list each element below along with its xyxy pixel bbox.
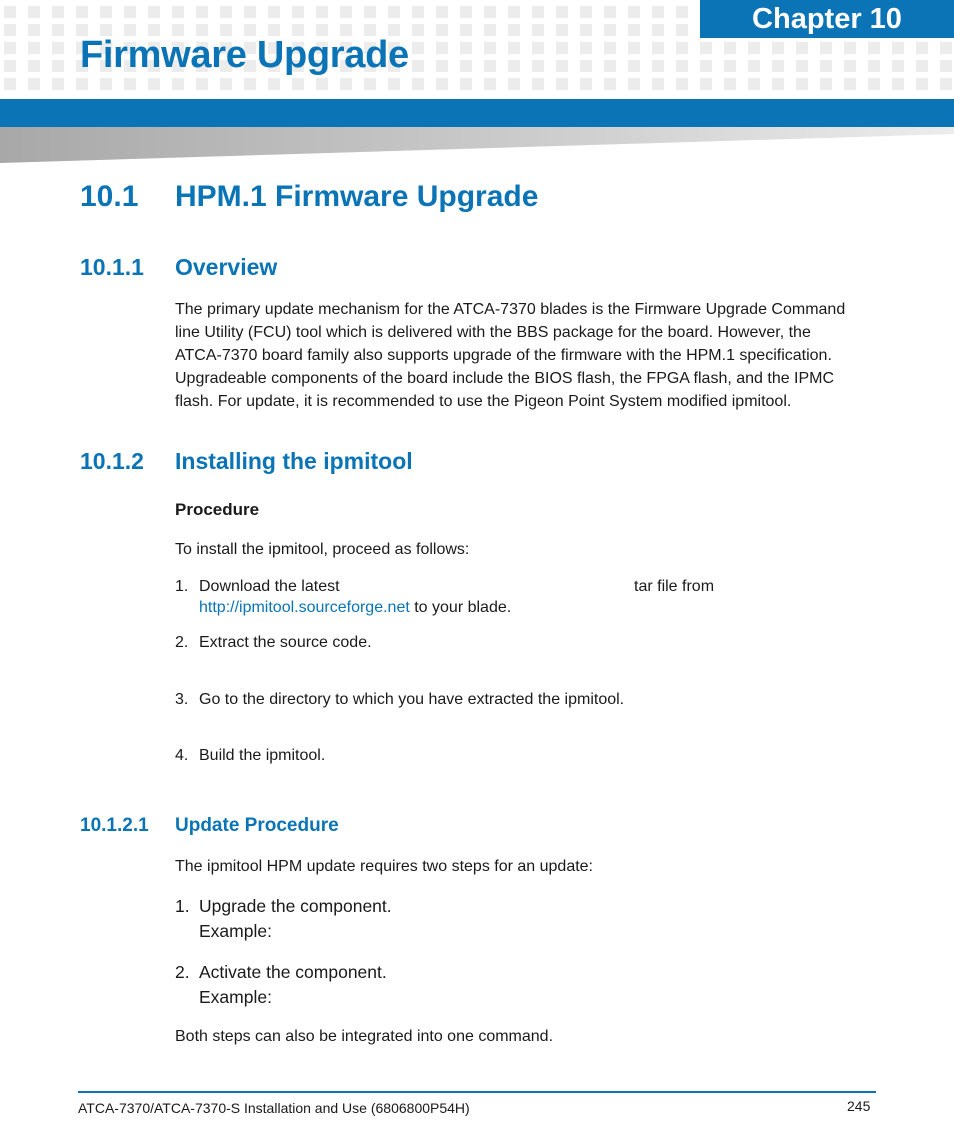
header-dot — [508, 78, 520, 90]
header-dot — [820, 60, 832, 72]
header-dot — [724, 42, 736, 54]
header-dot — [844, 78, 856, 90]
header-dot — [580, 78, 592, 90]
header-dot — [748, 42, 760, 54]
header-dot — [652, 6, 664, 18]
header-dot — [916, 42, 928, 54]
install-step-1 — [175, 576, 875, 620]
header-dot — [604, 24, 616, 36]
header-dot — [508, 24, 520, 36]
step-text-part: to your blade. — [409, 599, 512, 616]
header-dot — [148, 78, 160, 90]
header-dot — [532, 60, 544, 72]
header-dot — [28, 42, 40, 54]
header-dot — [604, 42, 616, 54]
header-dot — [796, 42, 808, 54]
header-dot — [580, 24, 592, 36]
header-dot — [52, 42, 64, 54]
footer-doc-title: ATCA-7370/ATCA-7370-S Installation and Use (6806800P54H) — [78, 1100, 470, 1116]
overview-line: Upgradeable components of the board include the BIOS flash, the FPGA flash, and the IPMC — [175, 370, 835, 387]
header-dot — [172, 6, 184, 18]
header-dot — [316, 6, 328, 18]
header-dot — [724, 78, 736, 90]
header-dot — [52, 60, 64, 72]
header-dot — [556, 24, 568, 36]
header-dot — [4, 42, 16, 54]
header-dot — [436, 42, 448, 54]
header-dot — [412, 42, 424, 54]
overview-title: Overview — [175, 254, 278, 280]
header-dot — [748, 60, 760, 72]
header-dot — [772, 42, 784, 54]
ipmitool-link[interactable]: http://ipmitool.sourceforge.net — [199, 599, 410, 616]
header-dot — [244, 78, 256, 90]
update-closing: Both steps can also be integrated into one command. — [175, 1028, 554, 1045]
header-dot — [100, 6, 112, 18]
step-text — [199, 576, 879, 618]
header-dot — [4, 78, 16, 90]
page-number: 245 — [847, 1098, 871, 1114]
header-dot — [748, 78, 760, 90]
header-dot — [892, 42, 904, 54]
header-dot — [820, 42, 832, 54]
header-dot — [460, 24, 472, 36]
header-dot — [628, 42, 640, 54]
header-dot — [652, 78, 664, 90]
header-dot — [340, 78, 352, 90]
header-dot — [484, 42, 496, 54]
header-dot — [100, 78, 112, 90]
step-text: Build the ipmitool. — [199, 747, 326, 764]
header-dot — [916, 78, 928, 90]
header-dot — [484, 6, 496, 18]
overview-line: line Utility (FCU) tool which is delivered with the BBS package for the board. However, the — [175, 324, 811, 341]
header-dot — [556, 60, 568, 72]
step-example-label: Example: — [199, 987, 272, 1007]
header-dot — [484, 78, 496, 90]
step-number: 1. — [175, 578, 189, 595]
header-dot — [772, 60, 784, 72]
header-dot — [604, 78, 616, 90]
header-dot — [772, 78, 784, 90]
header-dot — [868, 42, 880, 54]
overview-heading — [80, 254, 277, 281]
header-dot — [76, 6, 88, 18]
header-dot — [676, 78, 688, 90]
header-dot — [148, 6, 160, 18]
header-dot — [436, 78, 448, 90]
update-number: 10.1.2.1 — [80, 815, 149, 836]
header-dot — [868, 60, 880, 72]
overview-line: ATCA-7370 board family also supports upgrade of the firmware with the HPM.1 specification. — [175, 347, 832, 364]
header-dot — [340, 6, 352, 18]
header-dot — [700, 60, 712, 72]
header-dot — [484, 60, 496, 72]
header-dot — [796, 78, 808, 90]
step-main-text: Activate the component. — [199, 962, 387, 982]
header-dot — [172, 78, 184, 90]
header-dot — [484, 24, 496, 36]
header-dot — [508, 60, 520, 72]
overview-line: flash. For update, it is recommended to use the Pigeon Point System modified ipmitool. — [175, 393, 792, 410]
header-dot — [412, 24, 424, 36]
step-number: 1. — [175, 896, 190, 916]
header-dot — [124, 78, 136, 90]
procedure-label: Procedure — [175, 500, 260, 519]
header-dot — [652, 42, 664, 54]
step-text: Extract the source code. — [199, 634, 372, 651]
header-dot — [4, 60, 16, 72]
header-dot — [628, 6, 640, 18]
header-dot — [460, 60, 472, 72]
header-dot — [28, 60, 40, 72]
step-text — [199, 894, 879, 944]
step-number: 2. — [175, 962, 190, 982]
header-dot — [556, 42, 568, 54]
step-text-part: tar file from — [634, 578, 715, 595]
header-dot — [124, 6, 136, 18]
header-dot — [724, 60, 736, 72]
header-dot — [412, 60, 424, 72]
header-blue-band — [0, 99, 954, 127]
header-dot — [676, 24, 688, 36]
page-title: Firmware Upgrade — [80, 34, 409, 76]
header-dot — [652, 60, 664, 72]
header-dot — [916, 60, 928, 72]
header-dot — [220, 78, 232, 90]
header-dot — [940, 42, 952, 54]
header-gray-wedge — [0, 127, 954, 163]
header-dot — [460, 78, 472, 90]
header-dot — [412, 6, 424, 18]
header-dot — [844, 60, 856, 72]
installing-number: 10.1.2 — [80, 448, 144, 474]
overview-paragraph — [175, 298, 875, 413]
overview-line: The primary update mechanism for the ATCA-7370 blades is the Firmware Upgrade Command — [175, 301, 846, 318]
header-dot — [388, 6, 400, 18]
header-dot — [532, 78, 544, 90]
header-dot — [556, 6, 568, 18]
header-dot — [676, 42, 688, 54]
section-title: HPM.1 Firmware Upgrade — [175, 180, 539, 213]
header-dot — [820, 78, 832, 90]
step-number: 2. — [175, 634, 189, 651]
header-dot — [436, 60, 448, 72]
header-dot — [4, 24, 16, 36]
header-dot — [460, 6, 472, 18]
step-number: 4. — [175, 747, 189, 764]
header-dot — [628, 78, 640, 90]
step-text-part: Download the latest — [199, 578, 340, 595]
header-dot — [892, 78, 904, 90]
header-dot — [628, 60, 640, 72]
header-dot — [196, 78, 208, 90]
header-dot — [4, 6, 16, 18]
header-dot — [628, 24, 640, 36]
header-dot — [292, 78, 304, 90]
step-text — [199, 960, 879, 1010]
header-dot — [52, 6, 64, 18]
header-dot — [532, 24, 544, 36]
header-dot — [412, 78, 424, 90]
header-dot — [556, 78, 568, 90]
footer-rule — [78, 1091, 876, 1093]
header-dot — [268, 6, 280, 18]
overview-number: 10.1.1 — [80, 254, 144, 280]
section-number: 10.1 — [80, 180, 139, 213]
header-dot — [508, 42, 520, 54]
header-dot — [196, 6, 208, 18]
chapter-label: Chapter 10 — [700, 0, 954, 38]
header-dot — [28, 6, 40, 18]
header-dot — [52, 78, 64, 90]
header-dot — [52, 24, 64, 36]
header-dot — [868, 78, 880, 90]
header-dot — [220, 6, 232, 18]
header-dot — [844, 42, 856, 54]
header-dot — [796, 60, 808, 72]
step-text: Go to the directory to which you have extracted the ipmitool. — [199, 691, 625, 708]
header-dot — [28, 78, 40, 90]
header-dot — [892, 60, 904, 72]
installing-title: Installing the ipmitool — [175, 448, 413, 474]
step-main-text: Upgrade the component. — [199, 896, 392, 916]
update-heading — [80, 815, 339, 837]
section-heading — [80, 180, 538, 214]
header-dot — [244, 6, 256, 18]
header-dot — [604, 6, 616, 18]
header-dot — [652, 24, 664, 36]
header-dot — [28, 24, 40, 36]
header-dot — [436, 6, 448, 18]
header-dot — [580, 60, 592, 72]
installing-heading — [80, 448, 413, 475]
header-dot — [508, 6, 520, 18]
header-dot — [316, 78, 328, 90]
header-dot — [460, 42, 472, 54]
header-dot — [580, 6, 592, 18]
step-example-label: Example: — [199, 921, 272, 941]
header-dot — [364, 6, 376, 18]
header-dot — [532, 6, 544, 18]
update-title: Update Procedure — [175, 815, 339, 836]
header-dot — [436, 24, 448, 36]
header-dot — [364, 78, 376, 90]
header-dot — [580, 42, 592, 54]
header-dot — [940, 78, 952, 90]
header-dot — [700, 78, 712, 90]
header-dot — [676, 60, 688, 72]
header-dot — [76, 78, 88, 90]
header-dot — [604, 60, 616, 72]
header-dot — [676, 6, 688, 18]
header-dot — [700, 42, 712, 54]
header-dot — [940, 60, 952, 72]
step-number: 3. — [175, 691, 189, 708]
header-dot — [268, 78, 280, 90]
update-intro: The ipmitool HPM update requires two steps for an update: — [175, 858, 593, 875]
header-dot — [532, 42, 544, 54]
installing-intro: To install the ipmitool, proceed as follows: — [175, 541, 470, 558]
header-dot — [388, 78, 400, 90]
header-dot — [292, 6, 304, 18]
